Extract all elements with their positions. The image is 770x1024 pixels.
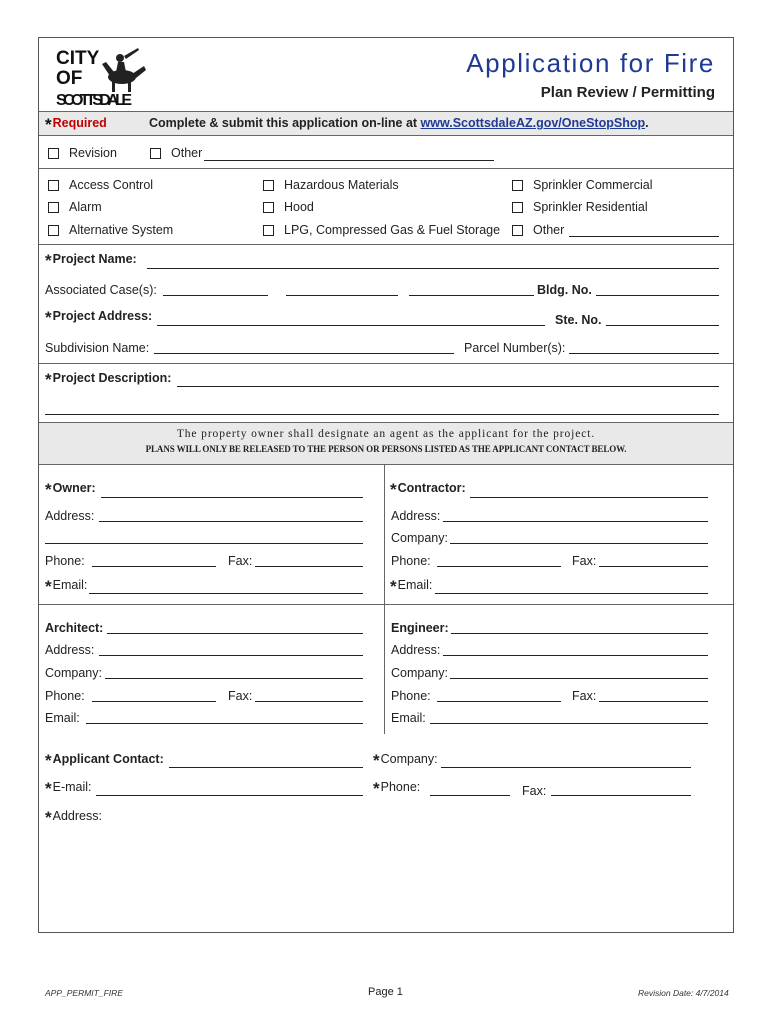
access-control-label: Access Control (69, 178, 154, 192)
contractor-fax-field[interactable] (599, 566, 708, 567)
bronco-rider-icon (102, 48, 146, 92)
architect-email-field[interactable] (86, 723, 363, 724)
one-stop-shop-link[interactable]: www.ScottsdaleAZ.gov/OneStopShop (420, 116, 646, 130)
project-description-label: *Project Description: (45, 370, 172, 389)
contractor-email-field[interactable] (435, 593, 708, 594)
contractor-fax-label: Fax: (572, 554, 597, 568)
applicant-fax-label: Fax: (522, 784, 547, 798)
alternative-system-label: Alternative System (69, 223, 174, 237)
other-system-checkbox[interactable] (512, 225, 523, 236)
other-system-field[interactable] (569, 236, 719, 237)
applicant-email-field[interactable] (96, 795, 363, 796)
owner-phone-label: Phone: (45, 554, 85, 568)
owner-phone-field[interactable] (92, 566, 216, 567)
city-of-scottsdale-logo (54, 44, 154, 108)
project-name-label: *Project Name: (45, 251, 137, 270)
owner-email-field[interactable] (89, 593, 363, 594)
required-label: *Required (45, 115, 107, 134)
applicant-company-field[interactable] (441, 767, 691, 768)
form-subtitle: Plan Review / Permitting (540, 84, 715, 101)
contractor-phone-field[interactable] (437, 566, 561, 567)
applicant-email-label: *E-mail: (45, 779, 92, 798)
contractor-address-field[interactable] (443, 521, 708, 522)
logo-text-scottsdale: SCOTTSDALE (56, 92, 132, 108)
notice-line-2: PLANS WILL ONLY BE RELEASED TO THE PERSON OR PERSONS LISTED AS THE APPLICANT CONTACT BELOW. (145, 444, 627, 454)
project-description-field-2[interactable] (45, 414, 719, 415)
contractor-email-label: *Email: (390, 577, 433, 596)
other-review-field[interactable] (204, 160, 494, 161)
engineer-email-field[interactable] (430, 723, 708, 724)
subdivision-name-field[interactable] (154, 353, 454, 354)
sprinkler-commercial-label: Sprinkler Commercial (533, 178, 653, 192)
engineer-email-label: Email: (391, 711, 426, 725)
lpg-checkbox[interactable] (263, 225, 274, 236)
revision-date: Revision Date: 4/7/2014 (638, 988, 729, 998)
owner-address-field-1[interactable] (99, 521, 363, 522)
applicant-contact-label: *Applicant Contact: (45, 751, 164, 770)
contractor-label: *Contractor: (390, 480, 466, 499)
applicant-company-label: *Company: (373, 751, 438, 770)
architect-email-label: Email: (45, 711, 80, 725)
alternative-system-checkbox[interactable] (48, 225, 59, 236)
sprinkler-commercial-checkbox[interactable] (512, 180, 523, 191)
ste-no-label: Ste. No. (555, 313, 602, 327)
engineer-address-field[interactable] (443, 655, 708, 656)
ste-no-field[interactable] (606, 325, 719, 326)
applicant-phone-label: *Phone: (373, 779, 421, 798)
project-name-field[interactable] (147, 268, 719, 269)
engineer-company-label: Company: (391, 666, 448, 680)
applicant-fax-field[interactable] (551, 795, 691, 796)
applicant-address-label: *Address: (45, 808, 102, 827)
parcel-number-field[interactable] (569, 353, 719, 354)
owner-field[interactable] (101, 497, 363, 498)
owner-label: *Owner: (45, 480, 96, 499)
owner-fax-field[interactable] (255, 566, 363, 567)
alarm-checkbox[interactable] (48, 202, 59, 213)
architect-phone-label: Phone: (45, 689, 85, 703)
architect-address-label: Address: (45, 643, 95, 657)
applicant-phone-field[interactable] (430, 795, 510, 796)
engineer-label: Engineer: (391, 621, 449, 635)
logo-text-of: OF (56, 68, 83, 89)
architect-phone-field[interactable] (92, 701, 216, 702)
sprinkler-residential-label: Sprinkler Residential (533, 200, 648, 214)
contractor-address-label: Address: (391, 509, 441, 523)
contractor-phone-label: Phone: (391, 554, 431, 568)
page-number: Page 1 (368, 986, 403, 998)
notice-line-1: The property owner shall designate an agent as the applicant for the project. (176, 428, 596, 440)
other-review-label: Other (171, 146, 203, 160)
associated-case-field-2[interactable] (286, 295, 398, 296)
engineer-field[interactable] (451, 633, 708, 634)
other-review-checkbox[interactable] (150, 148, 161, 159)
form-id: APP_PERMIT_FIRE (45, 988, 123, 998)
applicant-contact-field[interactable] (169, 767, 363, 768)
required-row (39, 111, 733, 135)
owner-address-label: Address: (45, 509, 95, 523)
contractor-field[interactable] (470, 497, 708, 498)
owner-fax-label: Fax: (228, 554, 253, 568)
application-form (38, 37, 734, 933)
architect-label: Architect: (45, 621, 104, 635)
revision-checkbox[interactable] (48, 148, 59, 159)
architect-fax-field[interactable] (255, 701, 363, 702)
architect-company-label: Company: (45, 666, 102, 680)
access-control-checkbox[interactable] (48, 180, 59, 191)
associated-case-field-3[interactable] (409, 295, 534, 296)
project-address-label: *Project Address: (45, 308, 153, 327)
bldg-no-label: Bldg. No. (537, 283, 592, 297)
project-address-field[interactable] (157, 325, 545, 326)
lpg-label: LPG, Compressed Gas & Fuel Storage (284, 223, 501, 237)
revision-label: Revision (69, 146, 117, 160)
logo-text-city: CITY (56, 48, 100, 69)
engineer-phone-label: Phone: (391, 689, 431, 703)
bldg-no-field[interactable] (596, 295, 719, 296)
engineer-fax-field[interactable] (599, 701, 708, 702)
architect-address-field[interactable] (99, 655, 363, 656)
parcel-number-label: Parcel Number(s): (464, 341, 566, 355)
project-description-field-1[interactable] (177, 386, 719, 387)
subdivision-name-label: Subdivision Name: (45, 341, 150, 355)
sprinkler-residential-checkbox[interactable] (512, 202, 523, 213)
engineer-phone-field[interactable] (437, 701, 561, 702)
hood-label: Hood (284, 200, 314, 214)
hood-checkbox[interactable] (263, 202, 274, 213)
architect-field[interactable] (107, 633, 363, 634)
architect-fax-label: Fax: (228, 689, 253, 703)
hazardous-materials-checkbox[interactable] (263, 180, 274, 191)
owner-email-label: *Email: (45, 577, 88, 596)
instruction-text: Complete & submit this application on-line at www.ScottsdaleAZ.gov/OneStopShop. (149, 116, 649, 130)
architect-company-field[interactable] (105, 678, 363, 679)
form-title: Application for Fire (466, 48, 715, 78)
engineer-company-field[interactable] (450, 678, 708, 679)
engineer-fax-label: Fax: (572, 689, 597, 703)
owner-address-field-2[interactable] (45, 543, 363, 544)
contractor-company-label: Company: (391, 531, 448, 545)
alarm-label: Alarm (69, 200, 102, 214)
hazardous-materials-label: Hazardous Materials (284, 178, 399, 192)
contractor-company-field[interactable] (450, 543, 708, 544)
engineer-address-label: Address: (391, 643, 441, 657)
associated-case-field-1[interactable] (163, 295, 268, 296)
associated-cases-label: Associated Case(s): (45, 283, 157, 297)
other-system-label: Other (533, 223, 565, 237)
